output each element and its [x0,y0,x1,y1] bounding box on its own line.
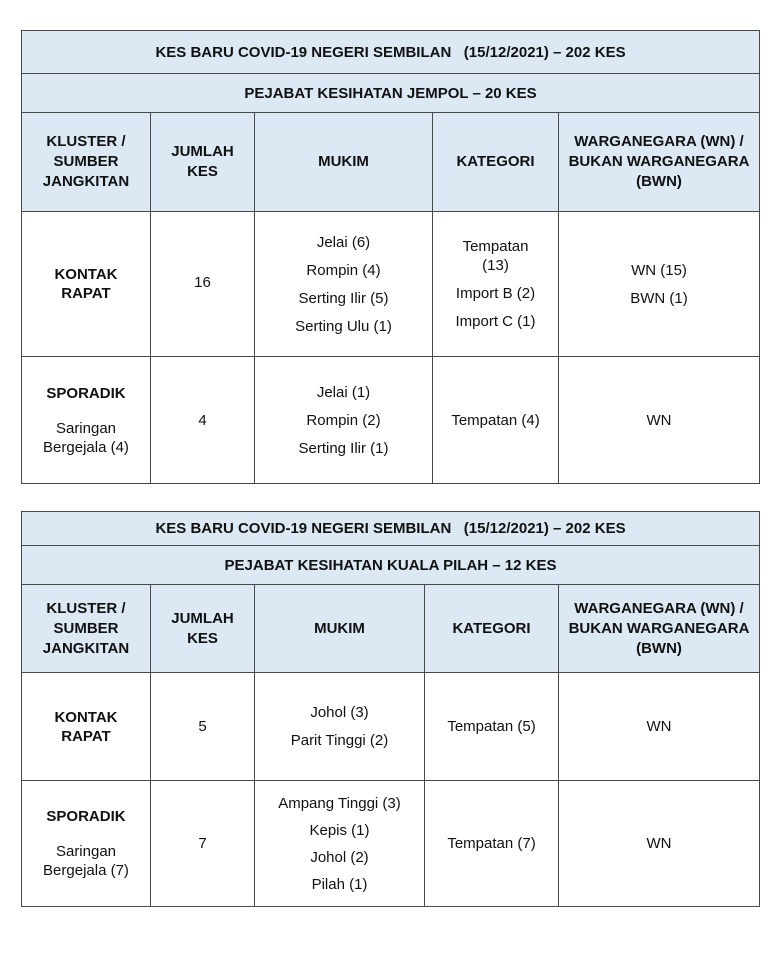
kategori-item: Tempatan (4) [451,411,540,429]
kategori-cell [425,673,559,781]
warga-item: WN (15) [631,261,687,279]
mukim-item: Serting Ilir (1) [298,439,389,457]
table-row [22,357,760,484]
table-subtitle: PEJABAT KESIHATAN JEMPOL – 20 KES [22,74,760,113]
mukim-item: Rompin (4) [306,261,381,279]
kategori-item: Tempatan (5) [447,718,536,735]
table-row [22,212,760,357]
mukim-cell [255,781,425,907]
mukim-cell [255,357,433,484]
mukim-item: Johol (2) [310,848,369,866]
jumlah-cell: 7 [151,781,255,907]
mukim-cell [255,673,425,781]
warga-cell [559,673,760,781]
kluster-cell [22,212,151,357]
table-title: KES BARU COVID-19 NEGERI SEMBILAN (15/12/2021) – 202 KES [22,512,760,546]
mukim-item: Kepis (1) [309,821,370,839]
kluster-label: KONTAK RAPAT [54,708,118,745]
kluster-label: SPORADIK [46,808,126,825]
mukim-item: Serting Ilir (5) [298,289,389,307]
kluster-cell [22,673,151,781]
header-mukim: MUKIM [255,113,433,212]
jumlah-cell: 5 [151,673,255,781]
table-title: KES BARU COVID-19 NEGERI SEMBILAN (15/12/2021) – 202 KES [22,31,760,74]
kategori-cell [425,781,559,907]
warga-item: BWN (1) [630,289,688,307]
kluster-note: Saringan Bergejala (4) [43,419,129,456]
mukim-item: Ampang Tinggi (3) [278,794,401,812]
warga-cell [559,781,760,907]
header-mukim: MUKIM [255,585,425,673]
mukim-item: Jelai (6) [316,233,371,251]
table-row [22,781,760,907]
mukim-item: Johol (3) [310,704,369,721]
mukim-item: Rompin (2) [306,411,381,429]
mukim-item: Serting Ulu (1) [295,317,392,335]
kategori-cell [433,212,559,357]
kategori-cell [433,357,559,484]
header-warga: WARGANEGARA (WN) / BUKAN WARGANEGARA (BWN) [559,113,760,212]
mukim-item: Parit Tinggi (2) [290,732,389,749]
kategori-item: Import C (1) [455,313,536,330]
warga-item: WN [646,411,672,429]
mukim-item: Pilah (1) [311,875,368,893]
header-kluster: KLUSTER / SUMBER JANGKITAN [22,113,151,212]
header-jumlah: JUMLAH KES [151,585,255,673]
kategori-item: Tempatan (7) [447,835,536,852]
warga-cell [559,357,760,484]
kluster-label: SPORADIK [46,384,126,402]
table-subtitle: PEJABAT KESIHATAN KUALA PILAH – 12 KES [22,546,760,585]
header-warga: WARGANEGARA (WN) / BUKAN WARGANEGARA (BWN) [559,585,760,673]
kluster-label: KONTAK RAPAT [54,266,118,302]
table-row [22,673,760,781]
warga-item: WN [646,835,672,852]
kategori-item: Import B (2) [455,285,536,302]
mukim-item: Jelai (1) [316,383,371,401]
header-kategori: KATEGORI [433,113,559,212]
kluster-note: Saringan Bergejala (7) [43,843,129,879]
jumlah-cell: 4 [151,357,255,484]
jumlah-cell: 16 [151,212,255,357]
warga-cell [559,212,760,357]
kuala-pilah-cases-table [21,511,760,907]
kluster-cell [22,357,151,484]
kategori-item: Tempatan (13) [462,238,529,274]
warga-item: WN [646,718,672,735]
header-jumlah: JUMLAH KES [151,113,255,212]
header-kategori: KATEGORI [425,585,559,673]
header-kluster: KLUSTER / SUMBER JANGKITAN [22,585,151,673]
kluster-cell [22,781,151,907]
mukim-cell [255,212,433,357]
jempol-cases-table [21,30,760,484]
